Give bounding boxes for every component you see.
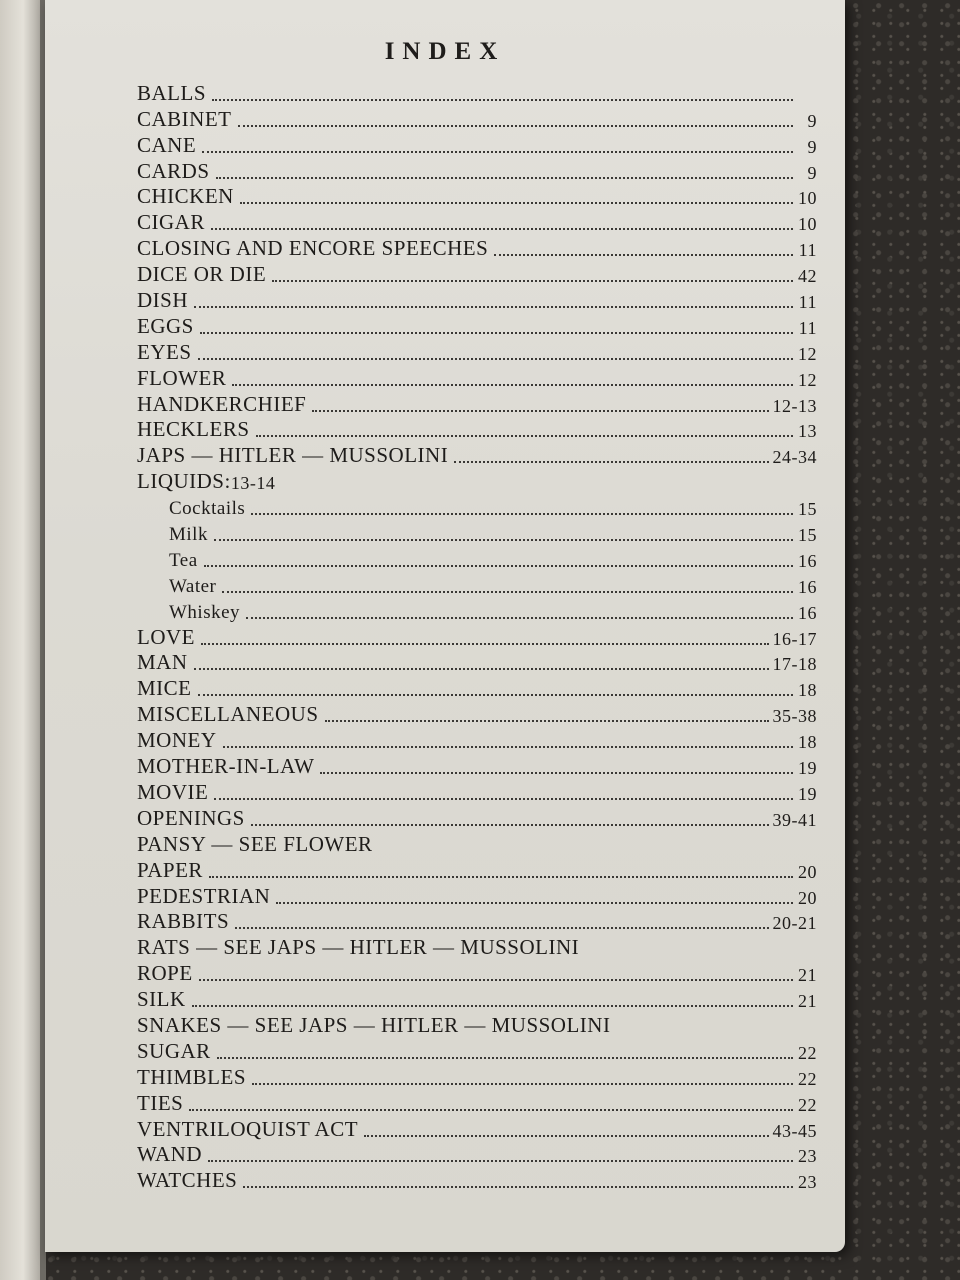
entry-page-number: 21 (798, 991, 817, 1012)
entry-label: CANE (137, 132, 197, 157)
entry-label: PAPER (137, 857, 203, 882)
entry-page-number: 15 (798, 525, 817, 546)
entry-label: Tea (169, 549, 198, 571)
dot-leader (276, 902, 793, 904)
entry-label: CHICKEN (137, 184, 234, 209)
dot-leader (232, 384, 793, 386)
entry-label: CIGAR (137, 210, 205, 235)
dot-leader (198, 694, 794, 696)
entry-page-number: 12 (798, 369, 817, 390)
dot-leader (189, 1109, 793, 1111)
index-entry (137, 1142, 817, 1168)
entry-page-number: 21 (798, 965, 817, 986)
index-entry (137, 132, 817, 158)
entry-page-number: 43-45 (772, 1120, 817, 1141)
entry-label: LOVE (137, 624, 195, 649)
entry-label: CARDS (137, 158, 210, 183)
entry-label: WAND (137, 1142, 202, 1167)
dot-leader (204, 565, 793, 567)
entry-page-number: 11 (798, 292, 817, 313)
index-entry (137, 831, 817, 857)
entry-page-number: 12 (798, 343, 817, 364)
dot-leader (223, 746, 794, 748)
entry-label: HANDKERCHIEF (137, 391, 307, 416)
index-entry (137, 365, 817, 391)
dot-leader (243, 1186, 793, 1188)
dot-leader (312, 410, 768, 412)
entry-page-number: 20 (798, 861, 817, 882)
entry-page-number: 10 (798, 188, 817, 209)
entry-page-number: 39-41 (772, 809, 817, 830)
dot-leader (200, 332, 793, 334)
dot-leader (214, 539, 793, 541)
entry-label: SNAKES — SEE JAPS — HITLER — MUSSOLINI (137, 1012, 611, 1037)
entry-label: Cocktails (169, 498, 246, 520)
entry-page-number: 9 (807, 136, 817, 157)
index-entry (137, 261, 817, 287)
dot-leader (209, 876, 793, 878)
index-entry (137, 417, 817, 443)
entry-page-number: 16 (798, 602, 817, 623)
dot-leader (216, 177, 793, 179)
entry-page-number: 24-34 (772, 447, 817, 468)
index-entry (137, 80, 817, 106)
dot-leader (199, 979, 793, 981)
dot-leader (272, 280, 793, 282)
entry-label: MAN (137, 650, 188, 675)
entry-page-number: 18 (798, 680, 817, 701)
entry-label: RATS — SEE JAPS — HITLER — MUSSOLINI (137, 935, 580, 960)
entry-label: DISH (137, 288, 189, 313)
entry-page-number: 22 (798, 1068, 817, 1089)
index-entry (137, 391, 817, 417)
entry-page-number: 13-14 (230, 473, 276, 494)
previous-page-edge (0, 0, 42, 1280)
dot-leader (256, 435, 793, 437)
dot-leader (246, 617, 793, 619)
index-entry (137, 1167, 817, 1193)
index-entry (137, 727, 817, 753)
entry-label: EGGS (137, 313, 194, 338)
entry-label: MOVIE (137, 779, 209, 804)
index-entry (137, 1012, 817, 1038)
entry-label: EYES (137, 339, 192, 364)
index-entry (137, 960, 817, 986)
index-entry (137, 857, 817, 883)
entry-label: OPENINGS (137, 805, 245, 830)
index-subentry (137, 494, 817, 520)
dot-leader (240, 202, 793, 204)
dot-leader (320, 772, 793, 774)
index-entry (137, 1116, 817, 1142)
dot-leader (494, 254, 793, 256)
entry-label: CLOSING AND ENCORE SPEECHES (137, 236, 489, 261)
index-entry (137, 1090, 817, 1116)
entry-label: THIMBLES (137, 1064, 246, 1089)
entry-page-number: 16 (798, 576, 817, 597)
entry-label: LIQUIDS: (137, 469, 231, 494)
index-entry (137, 313, 817, 339)
index-entry (137, 339, 817, 365)
entry-label: MOTHER-IN-LAW (137, 754, 315, 779)
dot-leader (251, 513, 793, 515)
index-entry (137, 701, 817, 727)
dot-leader (364, 1135, 768, 1137)
index-entry (137, 468, 817, 494)
entry-page-number: 23 (798, 1146, 817, 1167)
entry-page-number: 20-21 (772, 913, 817, 934)
dot-leader (194, 668, 769, 670)
entry-label: PANSY — SEE FLOWER (137, 831, 373, 856)
entry-label: CABINET (137, 106, 232, 131)
index-page (45, 0, 845, 1252)
entry-label: FLOWER (137, 365, 227, 390)
dot-leader (208, 1160, 793, 1162)
index-entry (137, 209, 817, 235)
entry-label: BALLS (137, 80, 207, 105)
entry-label: TIES (137, 1090, 184, 1115)
entry-page-number: 19 (798, 758, 817, 779)
index-subentry (137, 546, 817, 572)
index-entry (137, 883, 817, 909)
entry-page-number: 35-38 (772, 706, 817, 727)
entry-page-number: 23 (798, 1172, 817, 1193)
index-entry (137, 909, 817, 935)
index-entry (137, 442, 817, 468)
dot-leader (235, 927, 768, 929)
index-subentry (137, 520, 817, 546)
entry-label: MONEY (137, 728, 217, 753)
index-entry (137, 287, 817, 313)
index-entry (137, 235, 817, 261)
entry-page-number: 20 (798, 887, 817, 908)
dot-leader (252, 1083, 793, 1085)
entry-label: MISCELLANEOUS (137, 702, 319, 727)
entry-page-number: 13 (798, 421, 817, 442)
index-entry (137, 1064, 817, 1090)
entry-page-number: 11 (798, 317, 817, 338)
entry-page-number: 16-17 (772, 628, 817, 649)
entry-label: DICE OR DIE (137, 262, 267, 287)
index-subentry (137, 598, 817, 624)
dot-leader (212, 99, 793, 101)
dot-leader (454, 461, 768, 463)
entry-label: ROPE (137, 961, 193, 986)
dot-leader (192, 1005, 793, 1007)
dot-leader (194, 306, 793, 308)
dot-leader (214, 798, 793, 800)
index-entry (137, 934, 817, 960)
entry-page-number: 9 (807, 162, 817, 183)
index-entry (137, 753, 817, 779)
entry-page-number: 18 (798, 732, 817, 753)
dot-leader (198, 358, 794, 360)
entry-page-number: 9 (807, 110, 817, 131)
dot-leader (211, 228, 793, 230)
entry-page-number: 16 (798, 550, 817, 571)
index-entry (137, 624, 817, 650)
index-entry (137, 158, 817, 184)
index-entry (137, 184, 817, 210)
entry-page-number: 22 (798, 1042, 817, 1063)
index-entry (137, 106, 817, 132)
entry-label: Milk (169, 524, 208, 546)
entry-page-number: 11 (798, 240, 817, 261)
entry-page-number: 19 (798, 783, 817, 804)
entry-label: HECKLERS (137, 417, 250, 442)
entry-page-number: 12-13 (772, 395, 817, 416)
index-entry-list (137, 80, 817, 1193)
entry-label: RABBITS (137, 909, 230, 934)
entry-label: SUGAR (137, 1038, 211, 1063)
entry-label: Whiskey (169, 601, 241, 623)
entry-label: SILK (137, 987, 186, 1012)
dot-leader (222, 591, 793, 593)
index-subentry (137, 572, 817, 598)
index-entry (137, 779, 817, 805)
index-entry (137, 1038, 817, 1064)
dot-leader (325, 720, 769, 722)
entry-label: MICE (137, 676, 192, 701)
index-entry (137, 650, 817, 676)
dot-leader (201, 643, 769, 645)
entry-label: WATCHES (137, 1168, 238, 1193)
dot-leader (202, 151, 793, 153)
entry-page-number: 22 (798, 1094, 817, 1115)
entry-label: VENTRILOQUIST ACT (137, 1116, 359, 1141)
dot-leader (238, 125, 794, 127)
index-entry (137, 986, 817, 1012)
index-entry (137, 675, 817, 701)
page-title: INDEX (384, 38, 506, 65)
dot-leader (217, 1057, 793, 1059)
entry-label: Water (169, 575, 217, 597)
dot-leader (251, 824, 769, 826)
entry-page-number: 10 (798, 214, 817, 235)
entry-label: JAPS — HITLER — MUSSOLINI (137, 443, 449, 468)
entry-page-number: 42 (798, 266, 817, 287)
entry-page-number: 17-18 (772, 654, 817, 675)
index-entry (137, 805, 817, 831)
entry-page-number: 15 (798, 499, 817, 520)
entry-label: PEDESTRIAN (137, 883, 271, 908)
